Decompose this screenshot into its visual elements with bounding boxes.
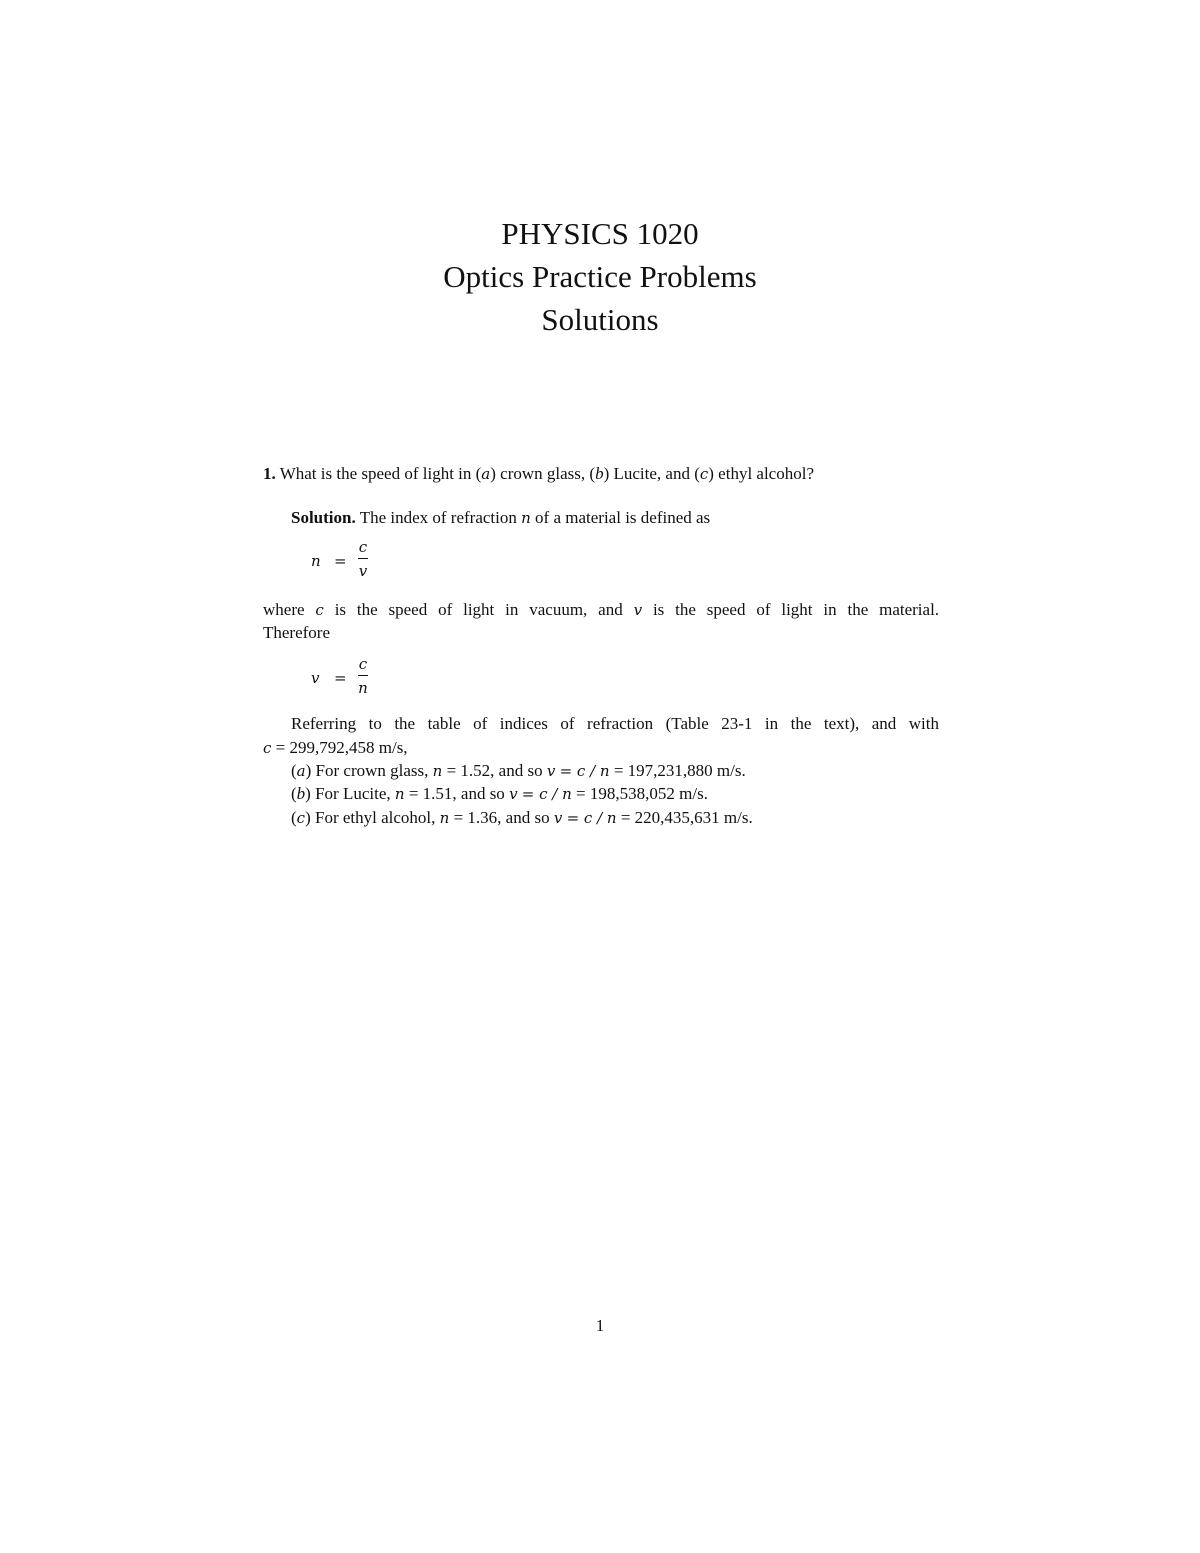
part-v-var: v [553, 809, 563, 827]
question-text-3: ) Lucite, and ( [603, 464, 700, 483]
eq1-lhs: n [311, 552, 321, 570]
eq2-lhs: v [311, 669, 320, 687]
part-a-label: a [481, 465, 491, 483]
c-value-text: = 299,792,458 m/s, [275, 738, 408, 757]
part-c-answer: (c) For ethyl alcohol, n = 1.36, and so v = c / n = 220,435,631 m/s. [291, 808, 753, 827]
solution-label: Solution. [291, 508, 356, 527]
var-n: n [521, 509, 531, 527]
part-text: For crown glass, [315, 761, 429, 780]
eq1-numerator: c [358, 538, 368, 556]
question-text-1: What is the speed of light in ( [279, 464, 482, 483]
problem-number: 1. [263, 464, 276, 483]
solution-intro [291, 506, 710, 530]
document-subtitle: Optics Practice Problems [443, 259, 757, 294]
part-text: For ethyl alcohol, [315, 808, 436, 827]
part-result: = 220,435,631 m/s. [620, 808, 753, 827]
document-type: Solutions [541, 302, 659, 337]
part-v-var: v [546, 762, 556, 780]
where-sentence [263, 598, 939, 622]
part-result: = 198,538,052 m/s. [576, 784, 708, 803]
part-expression: = c / n [559, 762, 610, 780]
eq2-numerator: c [358, 655, 368, 673]
where-text-2: is the speed of light in vacuum, and [334, 600, 623, 619]
part-v-var: v [509, 785, 518, 803]
part-n-var: n [432, 762, 443, 780]
course-title: PHYSICS 1020 [501, 216, 699, 251]
part-n-value: = 1.36, and so [453, 808, 550, 827]
where-text-1: where [263, 600, 305, 619]
eq2-equals: = [334, 669, 347, 687]
var-v: v [633, 601, 643, 619]
question-text-2: ) crown glass, ( [490, 464, 596, 483]
eq1-denominator: v [358, 562, 368, 580]
part-label: b [296, 784, 306, 803]
equation-speed [311, 655, 381, 699]
part-result: = 197,231,880 m/s. [613, 761, 746, 780]
problem-1-question [263, 462, 814, 486]
part-n-value: = 1.52, and so [446, 761, 543, 780]
eq1-equals: = [334, 552, 347, 570]
part-label: c [296, 809, 306, 827]
therefore-text: Therefore [263, 623, 331, 642]
part-n-var: n [394, 785, 405, 803]
part-c-label: c [699, 465, 709, 483]
page-number: 1 [595, 1316, 605, 1335]
part-text: For Lucite, [315, 784, 391, 803]
part-n-var: n [439, 809, 450, 827]
eq2-fraction-bar [358, 675, 368, 676]
equation-index-definition [311, 538, 381, 582]
question-text-4: ) ethyl alcohol? [708, 464, 815, 483]
var-c-value: c [263, 739, 272, 757]
part-expression: = c / n [521, 785, 572, 803]
eq2-denominator: n [358, 679, 368, 697]
eq1-fraction [356, 538, 370, 580]
eq2-fraction [356, 655, 370, 697]
where-text-3: is the speed of light in the material. [652, 600, 940, 619]
referring-sentence: Referring to the table of indices of refraction (Table 23-1 in the text), and with [291, 714, 939, 733]
part-n-value: = 1.51, and so [408, 784, 505, 803]
solution-intro-text: The index of refraction [359, 508, 517, 527]
part-expression: = c / n [566, 809, 617, 827]
part-a-answer: (a) For crown glass, n = 1.52, and so v = c / n = 197,231,880 m/s. [291, 761, 746, 780]
var-c: c [315, 601, 324, 619]
eq1-fraction-bar [358, 558, 368, 559]
part-b-label: b [595, 464, 604, 483]
c-value-line [263, 736, 408, 760]
title-block [0, 212, 1200, 341]
solution-intro-end: of a material is defined as [535, 508, 711, 527]
part-b-answer: (b) For Lucite, n = 1.51, and so v = c / n = 198,538,052 m/s. [291, 784, 708, 803]
part-label: a [296, 762, 306, 780]
